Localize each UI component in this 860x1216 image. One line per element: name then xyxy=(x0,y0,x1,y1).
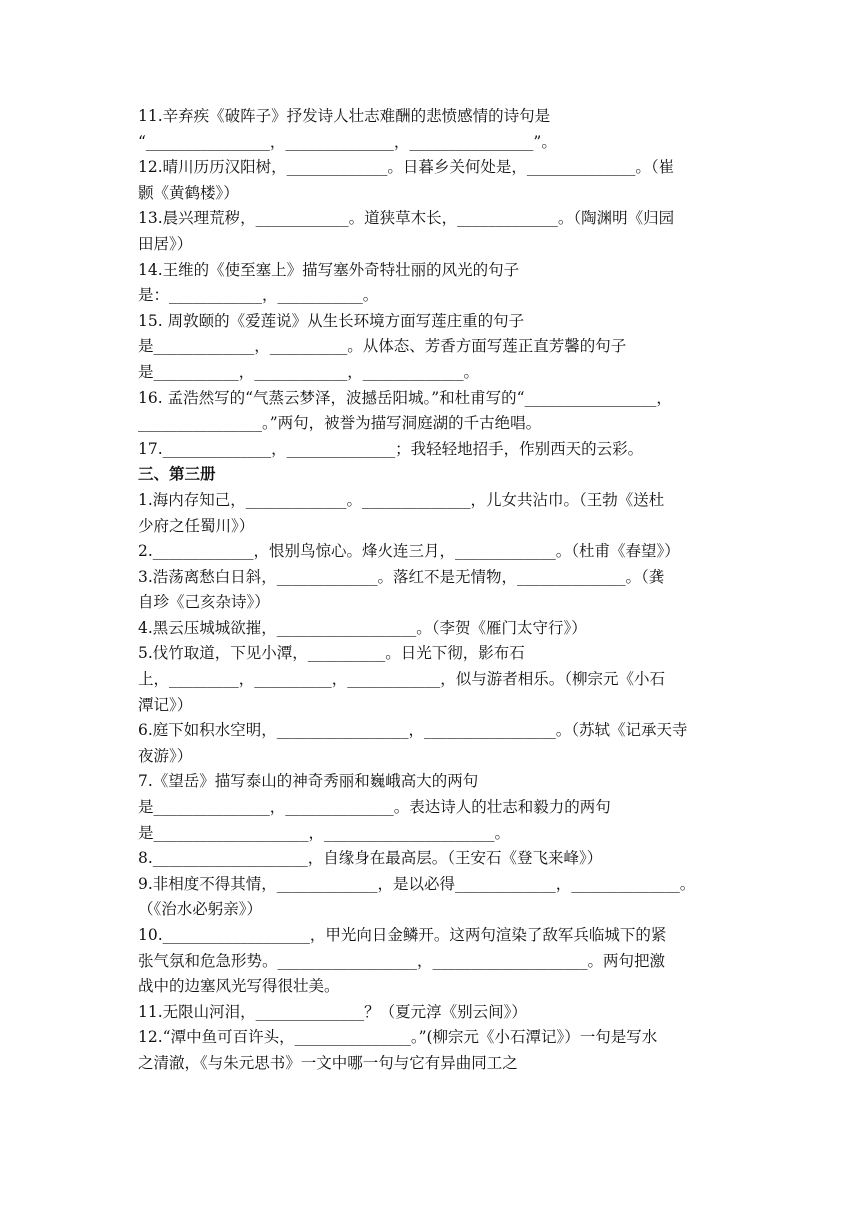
b3-question-7-line-2: 是_______________，______________。表达诗人的壮志和毅力的两句 xyxy=(138,798,611,817)
section-heading-book-3: 三、第三册 xyxy=(138,465,216,484)
b3-question-4-line-1: 4.黑云压城城欲摧，__________________。（李贺《雁门太守行》） xyxy=(138,618,587,637)
b3-question-9-line-1: 9.非相度不得其情，_____________，是以必得_____________，______________。 xyxy=(138,874,696,893)
question-16-line-1: 16. 孟浩然写的“气蒸云梦泽，波撼岳阳城。”和杜甫写的“_________________， xyxy=(138,388,672,407)
document-page xyxy=(138,104,730,1077)
question-13-line-2: 田居》） xyxy=(138,234,193,253)
question-11-line-2: “________________，______________，________________”。 xyxy=(138,132,557,151)
question-15-line-2: 是_____________，__________。从体态、芳香方面写莲正直芳馨的句子 xyxy=(138,337,627,356)
b3-question-1-line-2: 少府之任蜀川》） xyxy=(138,516,255,535)
b3-question-5-line-3: 潭记》） xyxy=(138,695,193,714)
b3-question-5-line-1: 5.伐竹取道，下见小潭，__________。日光下彻，影布石 xyxy=(138,644,525,663)
question-12-line-2: 颢《黄鹤楼》） xyxy=(138,183,239,202)
b3-question-12-line-2: 之清澈，《与朱元思书》一文中哪一句与它有异曲同工之 xyxy=(138,1053,518,1072)
b3-question-8-line-1: 8.____________________，自缘身在最高层。（王安石《登飞来峰》） xyxy=(138,849,603,868)
b3-question-11-line-1: 11.无限山河泪，______________？（夏元淳《别云间》） xyxy=(138,1002,527,1021)
b3-question-3-line-2: 自珍《己亥杂诗》） xyxy=(138,593,270,612)
b3-question-6-line-1: 6.庭下如积水空明，_________________，_________________。（苏轼《记承天寺 xyxy=(138,721,688,740)
b3-question-5-line-2: 上，_________，__________，____________，似与游者相乐。（柳宗元《小石 xyxy=(138,670,666,689)
question-14-line-2: 是：____________，___________。 xyxy=(138,286,379,305)
question-16-line-2: ________________。”两句，被誉为描写洞庭湖的千古绝唱。 xyxy=(138,414,542,433)
question-17-line-1: 17.______________，______________；我轻轻地招手，作别西天的云彩。 xyxy=(138,439,644,458)
b3-question-9-line-2: （《治水必躬亲》） xyxy=(138,900,263,919)
b3-question-10-line-1: 10.___________________，甲光向日金鳞开。这两句渲染了敌军兵临城下的紧 xyxy=(138,926,667,944)
b3-question-2-line-1: 2._____________，恨别鸟惊心。烽火连三月，_____________。（杜甫《春望》） xyxy=(138,542,680,561)
b3-question-7-line-1: 7.《望岳》描写泰山的神奇秀丽和巍峨高大的两句 xyxy=(138,772,479,791)
question-14-line-1: 14.王维的《使至塞上》描写塞外奇特壮丽的风光的句子 xyxy=(138,260,520,279)
question-15-line-3: 是___________，____________，_____________。 xyxy=(138,362,480,381)
b3-question-10-line-3: 战中的边塞风光写得很壮美。 xyxy=(138,977,340,996)
question-13-line-1: 13.晨兴理荒秽，____________。道狭草木长，_____________。（陶渊明《归园 xyxy=(138,209,675,228)
b3-question-6-line-2: 夜游》） xyxy=(138,746,193,765)
b3-question-12-line-1: 12.“潭中鱼可百许头，_______________。”(柳宗元《小石潭记》）一句是写水 xyxy=(138,1028,658,1047)
b3-question-7-line-3: 是____________________，______________________。 xyxy=(138,823,511,842)
b3-question-1-line-1: 1.海内存知己，_____________。______________，儿女共沾巾。（王勃《送杜 xyxy=(138,490,665,509)
b3-question-10-line-2: 张气氛和危急形势。__________________，____________________。两句把激 xyxy=(138,951,666,970)
b3-question-3-line-1: 3.浩荡离愁白日斜，_____________。落红不是无情物，______________。（龚 xyxy=(138,567,665,586)
question-12-line-1: 12.晴川历历汉阳树，_____________。日暮乡关何处是，______________。（崔 xyxy=(138,158,675,177)
question-11-line-1: 11.辛弃疾《破阵子》抒发诗人壮志难酬的悲愤感情的诗句是 xyxy=(138,107,551,125)
question-15-line-1: 15. 周敦颐的《爱莲说》从生长环境方面写莲庄重的句子 xyxy=(138,311,525,330)
